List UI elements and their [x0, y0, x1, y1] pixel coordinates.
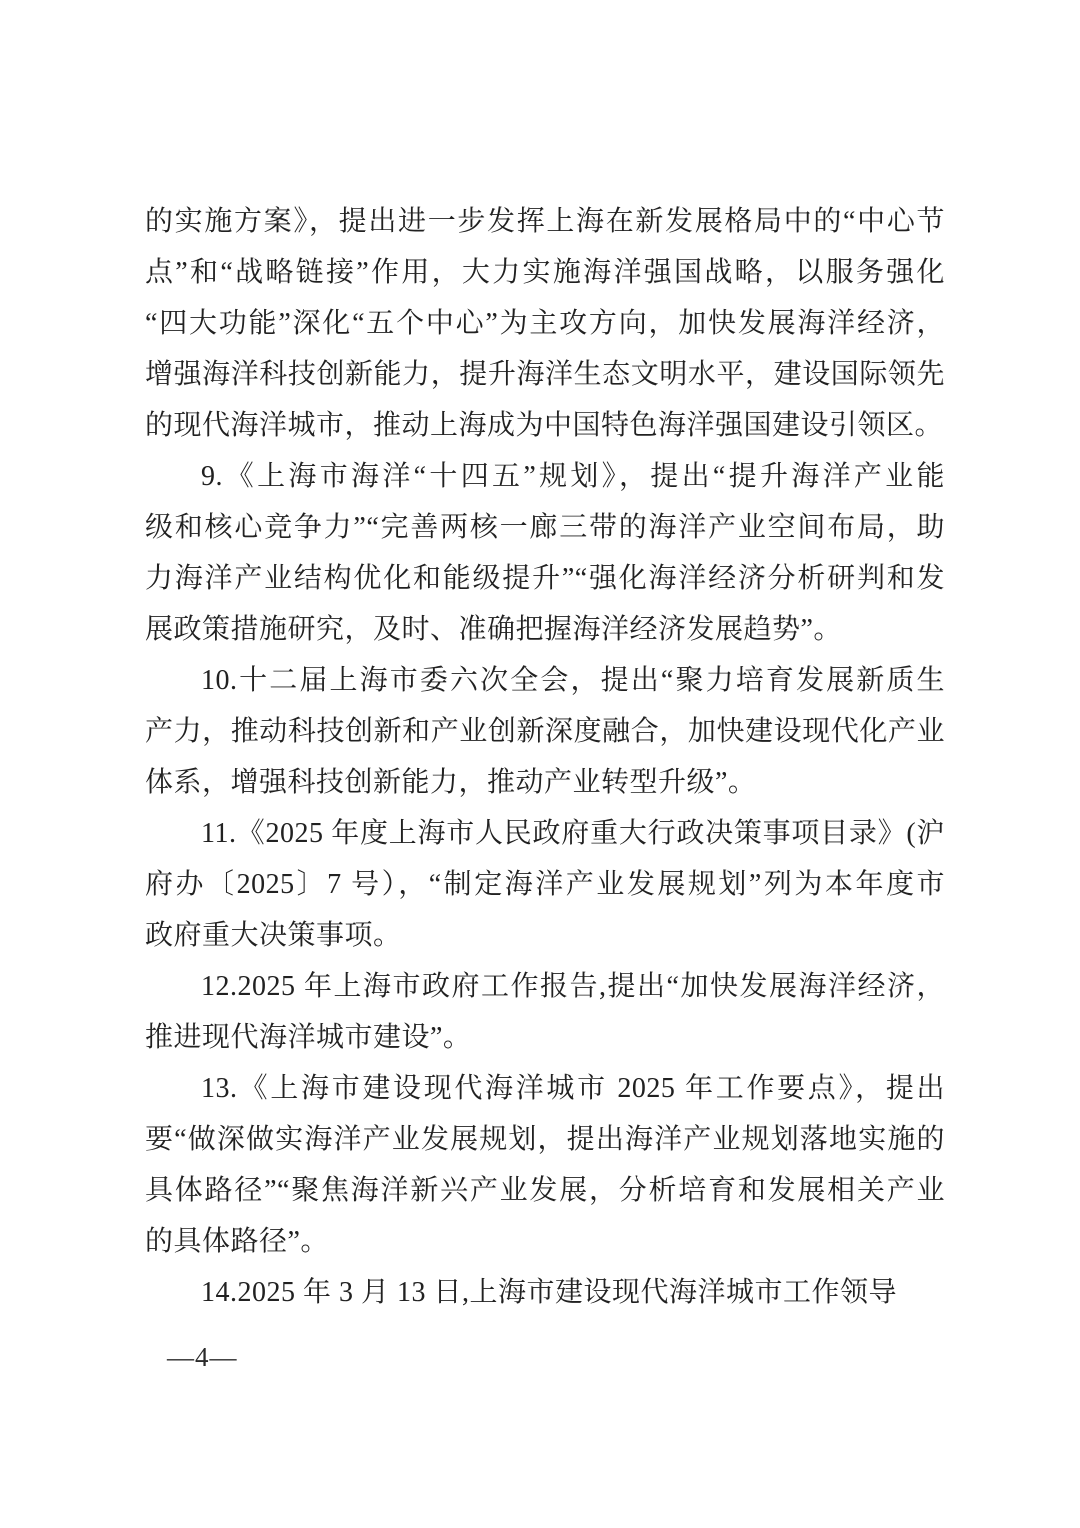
document-line: 12.2025 年上海市政府工作报告,提出“加快发展海洋经济，: [201, 971, 945, 1002]
document-line: 具体路径”“聚焦海洋新兴产业发展，分析培育和发展相关产业: [145, 1175, 945, 1206]
document-line: 推进现代海洋城市建设”。: [145, 1022, 472, 1053]
document-paragraph: [145, 1267, 945, 1318]
document-line: 11.《2025 年度上海市人民政府重大行政决策事项目录》(沪: [201, 818, 945, 849]
document-line: 展政策措施研究，及时、准确把握海洋经济发展趋势”。: [145, 614, 842, 645]
document-paragraph: [145, 655, 945, 808]
document-line: 14.2025 年 3 月 13 日,上海市建设现代海洋城市工作领导: [201, 1277, 898, 1308]
document-line: 9.《上海市海洋“十四五”规划》，提出“提升海洋产业能: [201, 461, 945, 492]
document-line: 体系，增强科技创新能力，推动产业转型升级”。: [145, 767, 757, 798]
document-line: 力海洋产业结构优化和能级提升”“强化海洋经济分析研判和发: [145, 563, 945, 594]
document-line: “四大功能”深化“五个中心”为主攻方向，加快发展海洋经济，: [145, 308, 945, 339]
document-line: 产力，推动科技创新和产业创新深度融合，加快建设现代化产业: [145, 716, 945, 747]
document-line: 要“做深做实海洋产业发展规划，提出海洋产业规划落地实施的: [145, 1124, 945, 1155]
document-line: 府办〔2025〕7 号），“制定海洋产业发展规划”列为本年度市: [145, 869, 945, 900]
document-paragraph: [145, 1063, 945, 1267]
document-paragraph: [145, 961, 945, 1063]
document-line: 级和核心竞争力”“完善两核一廊三带的海洋产业空间布局，助: [145, 512, 945, 543]
page-footer: [167, 1340, 238, 1374]
document-line: 的实施方案》，提出进一步发挥上海在新发展格局中的“中心节: [145, 206, 945, 237]
document-line: 增强海洋科技创新能力，提升海洋生态文明水平，建设国际领先: [145, 359, 945, 390]
document-line: 的现代海洋城市，推动上海成为中国特色海洋强国建设引领区。: [145, 410, 944, 441]
document-line: 点”和“战略链接”作用，大力实施海洋强国战略，以服务强化: [145, 257, 945, 288]
document-paragraph: [145, 196, 945, 451]
document-body: [145, 196, 945, 1318]
document-line: 10.十二届上海市委六次全会，提出“聚力培育发展新质生: [201, 665, 945, 696]
document-line: 政府重大决策事项。: [145, 920, 402, 951]
document-line: 的具体路径”。: [145, 1226, 329, 1257]
document-paragraph: [145, 451, 945, 655]
document-paragraph: [145, 808, 945, 961]
document-line: 13.《上海市建设现代海洋城市 2025 年工作要点》，提出: [201, 1073, 945, 1104]
page-number: —4—: [167, 1342, 238, 1372]
